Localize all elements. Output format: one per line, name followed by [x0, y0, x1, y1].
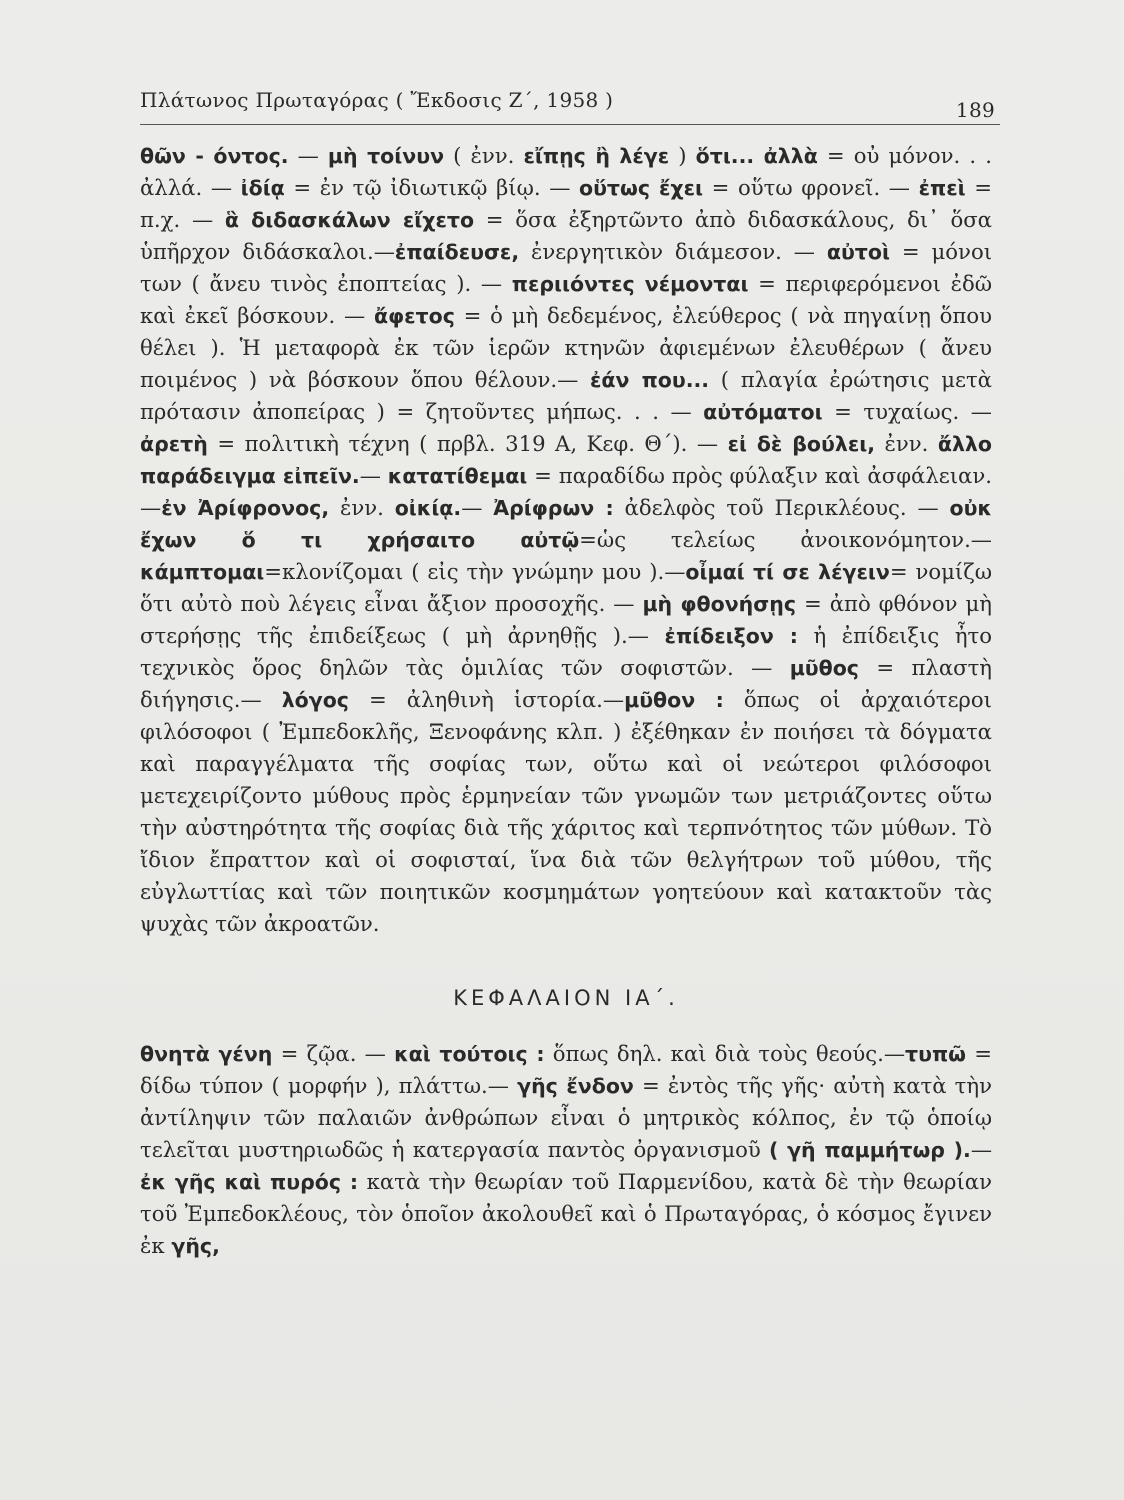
- gloss-text: = ἀληθινὴ ἱστορία.—: [348, 687, 625, 712]
- lemma-term: γῆς ἔνδον: [517, 1074, 634, 1098]
- lemma-term: ( γῆ παμμήτωρ ).: [769, 1138, 971, 1162]
- gloss-text: ( πλαγία ἐρώτησις μετὰ πρότασιν ἀποπείρας ) = ζητοῦντες μήπως. . . —: [140, 367, 992, 424]
- gloss-text: ἀδελφὸς τοῦ Περικλέους. —: [613, 495, 950, 520]
- lemma-term: οἰκίᾳ.: [394, 496, 462, 520]
- body-text: [140, 140, 992, 1262]
- lemma-term: ἀρετὴ: [140, 432, 208, 456]
- lemma-term: Ἀρίφρων :: [493, 496, 614, 520]
- chapter-heading: ΚΕΦΑΛΑΙΟΝ ΙΑ΄.: [453, 986, 679, 1010]
- gloss-text: ἡ ἐπίδειξις ἦτο τεχνικὸς ὅρος δηλῶν τὰς ὁμιλίας τῶν σοφιστῶν. —: [140, 623, 992, 680]
- lemma-term: ἰδίᾳ: [240, 176, 285, 200]
- commentary-paragraph-2: [140, 1038, 992, 1262]
- gloss-text: = περιφερόμενοι ἐδῶ καὶ ἐκεῖ βόσκουν. —: [140, 271, 992, 328]
- lemma-term: εἰ δὲ βούλει,: [727, 432, 876, 456]
- lemma-term: οὐκ ἔχων ὅ τι χρήσαιτο αὐτῷ: [140, 496, 992, 552]
- commentary-paragraph-1: [140, 140, 992, 940]
- gloss-text: = μόνοι των ( ἄνευ τινὸς ἐποπτείας ). —: [140, 239, 993, 296]
- gloss-text: = οὐ μόνον. . . ἀλλά. —: [140, 143, 992, 200]
- gloss-text: = πολιτικὴ τέχνη ( πρβλ. 319 Α, Κεφ. Θ΄). —: [207, 431, 728, 456]
- lemma-term: μὴ τοίνυν: [327, 144, 445, 168]
- lemma-term: ἄλλο παράδειγμα εἰπεῖν.: [140, 432, 992, 488]
- lemma-term: θῶν - όντος.: [140, 144, 289, 168]
- lemma-term: μὴ φθονήσῃς: [642, 592, 796, 616]
- lemma-term: αὐτόματοι: [703, 400, 823, 424]
- page-number: 189: [955, 98, 995, 122]
- gloss-text: κατὰ τὴν θεωρίαν τοῦ Παρμενίδου, κατὰ δὲ τὴν θεωρίαν τοῦ Ἐμπεδοκλέους, τὸν ὁποῖον ἀκολουθεῖ καὶ ὁ Πρωταγόρας, ὁ κόσμος ἔγινεν ἐκ: [140, 1169, 992, 1258]
- lemma-term: μῦθος: [789, 656, 859, 680]
- lemma-term: λόγος: [281, 688, 349, 712]
- gloss-text: —: [288, 143, 328, 168]
- lemma-term: οἶμαί τί σε λέγειν: [685, 560, 890, 584]
- lemma-term: εἴπῃς ἢ λέγε: [523, 144, 670, 168]
- gloss-text: ἐνν.: [875, 431, 938, 456]
- gloss-text: = ὅσα ἐξηρτῶντο ἀπὸ διδασκάλους, δι᾽ ὅσα ὑπῆρχον διδάσκαλοι.—: [140, 207, 992, 264]
- lemma-term: ἃ διδασκάλων εἴχετο: [224, 208, 475, 232]
- lemma-term: μῦθον :: [624, 688, 724, 712]
- gloss-text: = ἐντὸς τῆς γῆς· αὐτὴ κατὰ τὴν ἀντίληψιν τῶν παλαιῶν ἀνθρώπων εἶναι ὁ μητρικὸς κόλπος, ἐν τῷ ὁποίῳ τελεῖται μυστηριωδῶς ἡ κατεργασία παντὸς ὀργανισμοῦ: [140, 1073, 992, 1162]
- book-title: Πλάτωνος Πρωταγόρας ( Ἔκδοσις Ζ΄, 1958 ): [140, 88, 614, 112]
- lemma-term: τυπῶ: [905, 1042, 966, 1066]
- gloss-text: —: [359, 463, 388, 488]
- lemma-term: θνητὰ γένη: [140, 1042, 273, 1066]
- gloss-text: = ἀπὸ φθόνον μὴ στερήσῃς τῆς ἐπιδείξεως ( μὴ ἀρνηθῇς ).—: [140, 591, 992, 648]
- gloss-text: = ὁ μὴ δεδεμένος, ἐλεύθερος ( νὰ πηγαίνῃ ὅπου θέλει ). Ἡ μεταφορὰ ἐκ τῶν ἱερῶν κτηνῶν ἀφιεμένων ἐλευθέρων ( ἄνευ ποιμένος ) νὰ βόσκουν ὅπου θέλουν.—: [140, 303, 992, 392]
- lemma-term: περιιόντες νέμονται: [511, 272, 749, 296]
- lemma-term: ἐκ γῆς καὶ πυρός :: [140, 1170, 359, 1194]
- gloss-text: ἐνν.: [329, 495, 395, 520]
- header-rule: [140, 124, 1000, 125]
- lemma-term: καὶ τούτοις :: [394, 1042, 545, 1066]
- gloss-text: = πλαστὴ διήγησις.—: [140, 655, 992, 712]
- lemma-term: αὐτοὶ: [826, 240, 890, 264]
- gloss-text: =ὡς τελείως ἀνοικονόμητον.—: [579, 527, 992, 552]
- lemma-term: ἐπεὶ: [918, 176, 966, 200]
- lemma-term: ἐπαίδευσε,: [394, 240, 520, 264]
- gloss-text: = παραδίδω πρὸς φύλαξιν καὶ ἀσφάλειαν.—: [140, 463, 992, 520]
- gloss-text: ): [669, 143, 696, 168]
- lemma-term: ἐάν που...: [590, 368, 710, 392]
- gloss-text: ὅπως δηλ. καὶ διὰ τοὺς θεούς.—: [544, 1041, 906, 1066]
- lemma-term: ὅτι... ἀλλὰ: [695, 144, 818, 168]
- gloss-text: = δίδω τύπον ( μορφήν ), πλάττω.—: [140, 1041, 992, 1098]
- gloss-text: ἐνεργητικὸν διάμεσον. —: [519, 239, 827, 264]
- gloss-text: ( ἐνν.: [444, 143, 524, 168]
- gloss-text: = νομίζω ὅτι αὐτὸ ποὺ λέγεις εἶναι ἄξιον προσοχῆς. —: [140, 559, 992, 616]
- gloss-text: = ζῷα. —: [272, 1041, 395, 1066]
- lemma-term: ἐν Ἀρίφρονος,: [161, 496, 330, 520]
- gloss-text: = ἐν τῷ ἰδιωτικῷ βίῳ. —: [284, 175, 579, 200]
- gloss-text: = οὕτω φρονεῖ. —: [703, 175, 919, 200]
- gloss-text: = π.χ. —: [140, 175, 992, 232]
- gloss-text: ὅπως οἱ ἀρχαιότεροι φιλόσοφοι ( Ἐμπεδοκλῆς, Ξενοφάνης κλπ. ) ἐξέθηκαν ἐν ποιήσει τὰ δόγματα καὶ παραγγέλματα τῆς σοφίας των, οὕτω καὶ οἱ νεώτεροι φιλόσοφοι μετεχειρίζοντο μύθους πρὸς ἑρμηνείαν τῶν γνωμῶν των μετριάζοντες οὕτω τὴν αὐστηρότητα τῆς σοφίας διὰ τῆς χάριτος καὶ τερπνότητος τῶν μύθων. Τὸ ἴδιον ἔπραττον καὶ οἱ σοφισταί, ἵνα διὰ τῶν θελγήτρων τοῦ μύθου, τῆς εὐγλωττίας καὶ τῶν ποιητικῶν κοσμημάτων γοητεύουν καὶ κατακτοῦν τὰς ψυχὰς τῶν ἀκροατῶν.: [140, 687, 992, 936]
- gloss-text: —: [970, 1137, 993, 1162]
- lemma-term: γῆς,: [171, 1234, 220, 1258]
- gloss-text: = τυχαίως. —: [822, 399, 992, 424]
- lemma-term: οὕτως ἔχει: [579, 176, 704, 200]
- gloss-text: —: [461, 495, 494, 520]
- lemma-term: κάμπτομαι: [140, 560, 265, 584]
- gloss-text: =κλονίζομαι ( εἰς τὴν γνώμην μου ).—: [264, 559, 686, 584]
- lemma-term: κατατίθεμαι: [387, 464, 528, 488]
- lemma-term: ἐπίδειξον :: [664, 624, 798, 648]
- lemma-term: ἄφετος: [374, 304, 455, 328]
